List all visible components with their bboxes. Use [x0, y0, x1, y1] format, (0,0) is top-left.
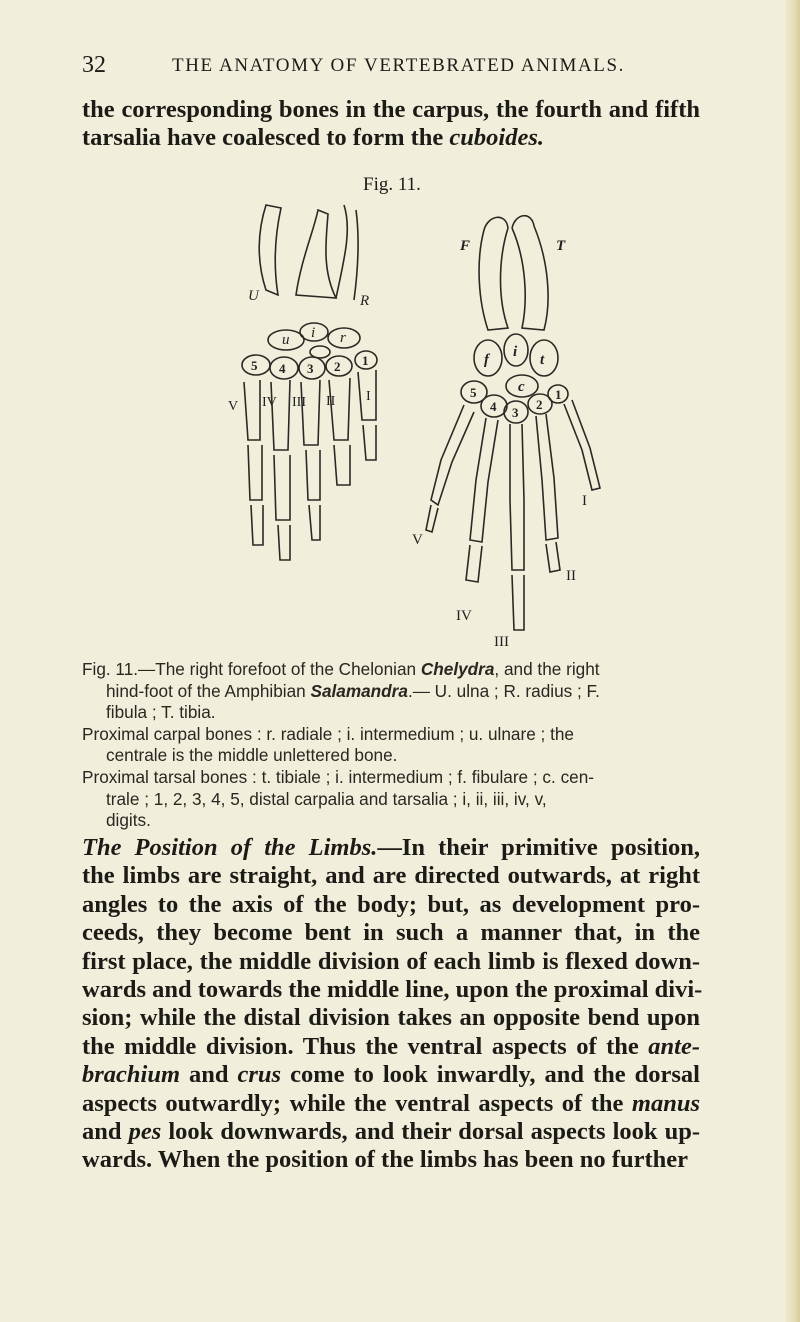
label-hind-digit-ii: II [566, 568, 576, 584]
label-hind-digit-i: I [582, 493, 587, 509]
label-tarsal-2: 2 [536, 397, 543, 412]
forefoot-ulna-radius [259, 205, 358, 300]
text-line: wards and towards the middle line, upon the proximal divi- [82, 976, 703, 1004]
label-hind-intermedium: i [513, 344, 518, 360]
text-line: tarsalia have coalesced to form the cuboides. [82, 124, 544, 152]
text-line: and pes look downwards, and their dorsal aspects look up- [82, 1118, 700, 1146]
label-radius: R [360, 293, 370, 309]
intro-paragraph [82, 96, 700, 153]
caption-line: centrale is the middle unlettered bone. [106, 745, 398, 766]
hindfoot-digits [426, 400, 600, 630]
text-line: ceeds, they become bent in such a manner that, in the [82, 919, 700, 947]
page-edge [786, 0, 800, 1322]
caption-line: Fig. 11.—The right forefoot of the Chelonian Chelydra, and the right [82, 659, 600, 679]
caption-line: fibula ; T. tibia. [106, 702, 216, 723]
text-line: brachium and crus come to look inwardly, and the dorsal [82, 1061, 700, 1089]
label-radiale: r [340, 330, 346, 346]
label-fibula: F [460, 238, 471, 254]
label-forefoot-digit-v: V [228, 399, 239, 414]
caption-line: hind-foot of the Amphibian Salamandra.— U. ulna ; R. radius ; F. [106, 680, 600, 701]
hindfoot-fibula-tibia [479, 216, 548, 330]
label-centrale: c [518, 379, 525, 395]
running-title: THE ANATOMY OF VERTEBRATED ANIMALS. [172, 55, 626, 76]
label-tarsal-4: 4 [490, 399, 497, 414]
caption-line: digits. [106, 810, 151, 831]
label-carpal-3: 3 [307, 361, 314, 376]
label-forefoot-digit-ii: II [326, 394, 336, 409]
page-number: 32 [82, 52, 106, 78]
figure-caption [82, 659, 700, 832]
text-line: the limbs are straight, and are directed outwards, at right [82, 862, 700, 890]
text-line: first place, the middle division of each limb is flexed down- [82, 947, 700, 975]
caption-line: Proximal carpal bones : r. radiale ; i. intermedium ; u. ulnare ; the [82, 723, 574, 744]
label-carpal-2: 2 [334, 359, 341, 374]
label-intermedium: i [311, 325, 316, 341]
label-tibia: T [556, 238, 566, 254]
section-paragraph [82, 834, 703, 1175]
label-fibulare: f [484, 352, 489, 368]
label-hind-digit-v: V [412, 532, 423, 548]
text-line: the middle division. Thus the ventral aspects of the ante- [82, 1032, 700, 1060]
label-ulna: U [248, 288, 259, 304]
label-hind-digit-iii: III [494, 634, 509, 650]
label-tarsal-3: 3 [512, 405, 519, 420]
label-tarsal-1: 1 [555, 387, 562, 402]
label-carpal-1: 1 [362, 353, 369, 368]
running-header [82, 52, 698, 82]
label-carpal-4: 4 [279, 361, 286, 376]
label-ulnare: u [282, 332, 290, 348]
text-line: wards. When the position of the limbs has been no further [82, 1146, 688, 1174]
label-forefoot-digit-iv: IV [262, 395, 277, 410]
section-heading: The Position of the Limbs. [82, 834, 378, 861]
text-line: the corresponding bones in the carpus, the fourth and fifth [82, 96, 700, 123]
caption-line: Proximal tarsal bones : t. tibiale ; i. intermedium ; f. fibulare ; c. cen- [82, 766, 595, 787]
text-line: aspects outwardly; while the ventral aspects of the manus [82, 1089, 700, 1117]
label-carpal-5: 5 [251, 358, 258, 373]
text-line: sion; while the distal division takes an opposite bend upon [82, 1004, 700, 1032]
label-tarsal-5: 5 [470, 385, 477, 400]
label-forefoot-digit-iii: III [292, 395, 306, 410]
caption-line: trale ; 1, 2, 3, 4, 5, distal carpalia and tarsalia ; i, ii, iii, iv, v, [106, 788, 547, 809]
label-hind-digit-iv: IV [456, 608, 472, 624]
figure-label: Fig. 11. [363, 174, 421, 195]
figure-illustration [226, 200, 606, 650]
label-forefoot-digit-i: I [366, 389, 371, 404]
text-line: angles to the axis of the body; but, as development pro- [82, 890, 700, 918]
label-tibiale: t [540, 352, 545, 368]
text-line: The Position of the Limbs.—In their primitive position, [82, 834, 701, 861]
